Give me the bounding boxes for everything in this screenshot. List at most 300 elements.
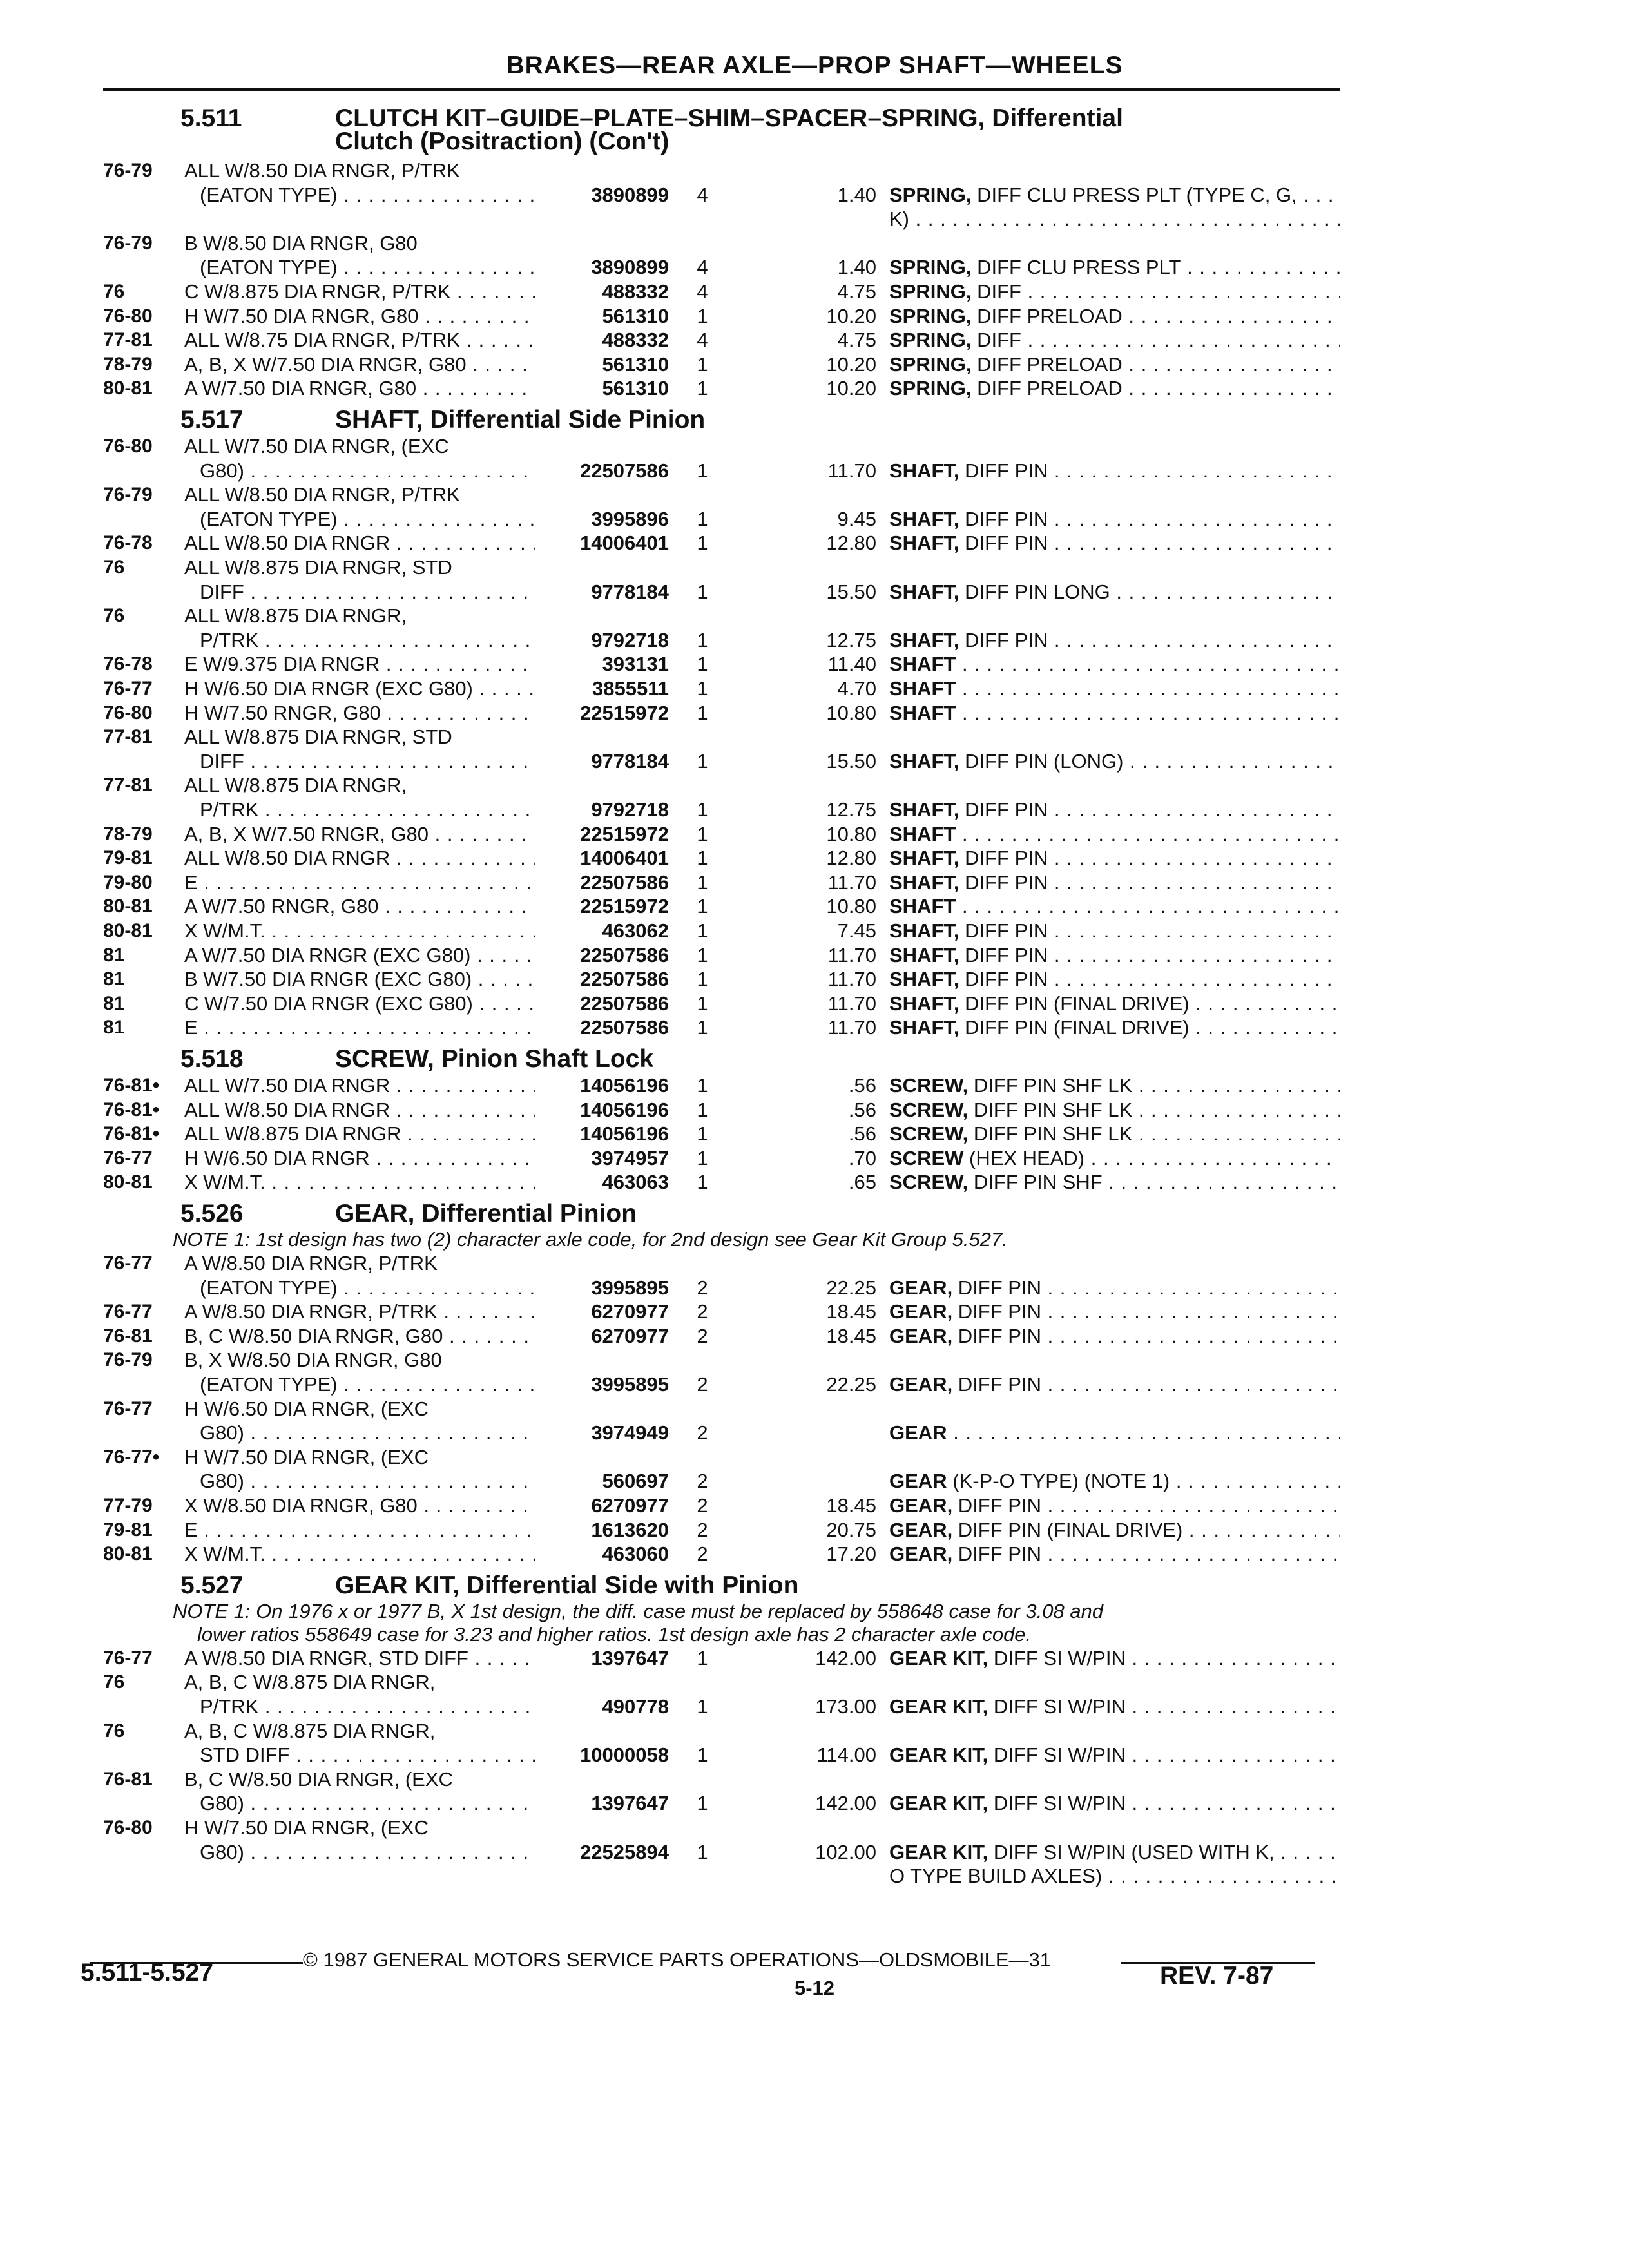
application: C W/8.875 DIA RNGR, P/TRK . . .	[184, 280, 635, 304]
price: 11.40	[827, 653, 876, 675]
parts-row	[103, 749, 1340, 774]
model-years: 76-77	[103, 1301, 153, 1322]
part-name: SCREW	[889, 1147, 964, 1169]
price: 11.70	[827, 992, 876, 1015]
part-name: SHAFT	[889, 823, 956, 845]
application: X W/M.T. . . .	[184, 1170, 635, 1195]
part-name: GEAR	[889, 1470, 947, 1492]
model-years: 76-78	[103, 653, 153, 675]
price: .56	[848, 1122, 876, 1145]
part-detail: DIFF PIN	[959, 944, 1048, 966]
application: H W/6.50 DIA RNGR (EXC G80) . . .	[184, 677, 635, 701]
part-number: 463060	[535, 1542, 669, 1566]
part-number: 9792718	[535, 798, 669, 822]
price: 18.45	[826, 1325, 876, 1347]
model-years: 81	[103, 945, 125, 966]
footer-revision: REV. 7-87	[1160, 1962, 1274, 1990]
quantity: 1	[697, 581, 708, 603]
part-number: 22515972	[535, 894, 669, 919]
part-detail: DIFF PIN	[952, 1325, 1041, 1347]
price: 20.75	[826, 1519, 876, 1541]
parts-row	[103, 255, 1340, 280]
part-description	[889, 1494, 1340, 1518]
application: B, X W/8.50 DIA RNGR, G80	[184, 1349, 442, 1371]
parts-row	[103, 555, 1340, 580]
model-years: 78-79	[103, 354, 153, 375]
part-number: 6270977	[535, 1324, 669, 1349]
part-description	[889, 846, 1340, 870]
part-description	[889, 1518, 1340, 1542]
part-description	[889, 352, 1340, 377]
part-name: GEAR KIT,	[889, 1647, 988, 1669]
part-detail: O TYPE BUILD AXLES)	[889, 1865, 1103, 1887]
section-subtitle: Clutch (Positraction) (Con't)	[335, 128, 670, 155]
part-number: 14006401	[535, 531, 669, 555]
price: 102.00	[815, 1841, 876, 1863]
price: .56	[848, 1099, 876, 1121]
application: STD DIFF . . .	[200, 1743, 635, 1767]
parts-row	[103, 1397, 1340, 1421]
quantity: 4	[697, 280, 708, 303]
parts-row	[103, 1719, 1340, 1744]
parts-row	[103, 701, 1340, 726]
part-number: 561310	[535, 352, 669, 377]
part-description	[889, 1122, 1340, 1146]
part-name: SHAFT	[889, 653, 956, 675]
part-number: 490778	[535, 1695, 669, 1719]
application: H W/6.50 DIA RNGR, (EXC	[184, 1398, 429, 1420]
parts-row	[103, 459, 1340, 483]
part-detail: DIFF PIN	[959, 871, 1048, 894]
part-detail: DIFF	[971, 280, 1021, 303]
part-number: 1397647	[535, 1791, 669, 1816]
section-number: 5.526	[180, 1200, 244, 1227]
part-number: 3995895	[535, 1372, 669, 1397]
price: 173.00	[815, 1695, 876, 1718]
part-name: GEAR KIT,	[889, 1744, 988, 1766]
section-title: SCREW,	[335, 1045, 434, 1073]
application: ALL W/8.875 DIA RNGR, STD	[184, 556, 452, 579]
price: 22.25	[826, 1373, 876, 1396]
part-description	[889, 1791, 1340, 1816]
quantity: 4	[697, 329, 708, 351]
application: (EATON TYPE) . . .	[200, 183, 635, 207]
part-detail: DIFF CLU PRESS PLT	[971, 256, 1181, 278]
section-title: GEAR KIT,	[335, 1571, 459, 1599]
section-note: NOTE 1: 1st design has two (2) character axle code, for 2nd design see Gear Kit Group 5.527.	[173, 1228, 1008, 1251]
parts-row	[103, 183, 1340, 207]
part-description	[889, 798, 1340, 822]
quantity: 1	[697, 1171, 708, 1193]
section-number: 5.511	[180, 104, 242, 132]
model-years: 80-81	[103, 1543, 153, 1564]
model-years: 79-80	[103, 872, 153, 893]
quantity: 1	[697, 459, 708, 482]
section-title-rest: Pinion Shaft Lock	[434, 1045, 654, 1073]
part-detail: (HEX HEAD)	[963, 1147, 1085, 1169]
part-name: SHAFT,	[889, 532, 959, 554]
page-header-title: BRAKES—REAR AXLE—PROP SHAFT—WHEELS	[506, 52, 1123, 79]
application: G80) . . .	[200, 459, 635, 483]
price: 15.50	[826, 581, 876, 603]
part-description	[889, 749, 1340, 774]
quantity: 2	[697, 1542, 708, 1565]
section-title-rest: Differential Side Pinion	[423, 406, 706, 434]
part-detail: DIFF PIN (LONG)	[959, 750, 1124, 773]
quantity: 4	[697, 256, 708, 278]
part-description	[889, 459, 1340, 483]
model-years: 77-81	[103, 329, 153, 351]
part-description	[889, 1695, 1340, 1719]
part-description	[889, 1146, 1340, 1171]
price: .65	[848, 1171, 876, 1193]
part-number: 463062	[535, 919, 669, 943]
price: .70	[848, 1147, 876, 1169]
price: 10.20	[826, 305, 876, 327]
application: ALL W/8.50 DIA RNGR . . .	[184, 846, 635, 870]
parts-row	[103, 943, 1340, 968]
application: ALL W/7.50 DIA RNGR . . .	[184, 1073, 635, 1098]
model-years: 76-77	[103, 678, 153, 699]
quantity: 1	[697, 305, 708, 327]
part-detail: DIFF PIN	[959, 459, 1048, 482]
quantity: 1	[697, 919, 708, 942]
parts-row	[103, 1122, 1340, 1146]
part-description	[889, 943, 1340, 968]
application: A, B, C W/8.875 DIA RNGR,	[184, 1671, 436, 1693]
model-years: 76	[103, 557, 125, 578]
part-description	[889, 992, 1340, 1016]
part-detail: DIFF SI W/PIN	[988, 1792, 1126, 1814]
part-description	[889, 701, 1340, 726]
part-name: SHAFT,	[889, 798, 959, 821]
part-detail: DIFF PIN	[959, 919, 1048, 942]
part-description	[889, 894, 1340, 919]
model-years: 76-81•	[103, 1099, 160, 1120]
footer-copyright: © 1987 GENERAL MOTORS SERVICE PARTS OPERATIONS—OLDSMOBILE—31	[303, 1948, 1052, 1971]
application: (EATON TYPE) . . .	[200, 1276, 635, 1300]
section-title-rest: Differential Pinion	[414, 1200, 637, 1227]
part-name: SHAFT,	[889, 508, 959, 530]
parts-row	[103, 207, 1340, 231]
part-name: GEAR,	[889, 1494, 953, 1517]
section-heading	[180, 1200, 637, 1228]
part-name: SPRING,	[889, 329, 972, 351]
part-name: SHAFT,	[889, 871, 959, 894]
quantity: 1	[697, 992, 708, 1015]
part-name: SCREW,	[889, 1122, 969, 1145]
quantity: 1	[697, 750, 708, 773]
model-years: 76	[103, 605, 125, 626]
application: ALL W/8.50 DIA RNGR, P/TRK	[184, 483, 460, 506]
model-years: 77-81	[103, 726, 153, 747]
part-description	[889, 1276, 1340, 1300]
quantity: 1	[697, 1099, 708, 1121]
application: ALL W/8.875 DIA RNGR . . .	[184, 1122, 635, 1146]
application: A, B, X W/7.50 RNGR, G80 . . .	[184, 822, 635, 847]
part-number: 561310	[535, 376, 669, 401]
parts-row	[103, 1791, 1340, 1816]
part-description	[889, 677, 1340, 701]
part-detail: DIFF PIN (FINAL DRIVE)	[959, 1016, 1190, 1039]
price: 12.80	[826, 532, 876, 554]
model-years: 76-79	[103, 484, 153, 505]
quantity: 1	[697, 871, 708, 894]
part-description	[889, 652, 1340, 677]
application: B, C W/8.50 DIA RNGR, G80 . . .	[184, 1324, 635, 1349]
application: X W/M.T. . . .	[184, 919, 635, 943]
part-description	[889, 255, 1340, 280]
part-description	[889, 1743, 1340, 1767]
part-detail: DIFF PIN SHF LK	[968, 1074, 1133, 1097]
part-number: 3995896	[535, 507, 669, 532]
price: 11.70	[827, 968, 876, 990]
quantity: 1	[697, 847, 708, 869]
part-number: 463063	[535, 1170, 669, 1195]
model-years: 81	[103, 993, 125, 1014]
price: 18.45	[826, 1494, 876, 1517]
part-detail: DIFF PIN SHF LK	[968, 1099, 1133, 1121]
footer-group-range: 5.511-5.527	[81, 1959, 214, 1986]
section-title: CLUTCH	[335, 104, 439, 132]
application: G80) . . .	[200, 1791, 635, 1816]
part-number: 3974949	[535, 1421, 669, 1445]
price: 142.00	[815, 1792, 876, 1814]
part-number: 14056196	[535, 1098, 669, 1122]
part-description	[889, 1170, 1340, 1195]
part-name: GEAR,	[889, 1542, 953, 1565]
application: DIFF . . .	[200, 580, 635, 604]
part-number: 14056196	[535, 1073, 669, 1098]
section-heading	[180, 406, 705, 434]
price: 18.45	[826, 1300, 876, 1323]
part-number: 14006401	[535, 846, 669, 870]
parts-row	[103, 159, 1340, 183]
part-description	[889, 822, 1340, 847]
part-detail: DIFF SI W/PIN	[988, 1744, 1126, 1766]
part-number: 22515972	[535, 701, 669, 726]
quantity: 2	[697, 1300, 708, 1323]
part-description	[889, 967, 1340, 992]
part-name: SCREW,	[889, 1074, 969, 1097]
quantity: 2	[697, 1325, 708, 1347]
part-name: SHAFT,	[889, 459, 959, 482]
part-detail: DIFF PIN LONG	[959, 581, 1110, 603]
quantity: 2	[697, 1276, 708, 1299]
parts-row	[103, 1469, 1340, 1494]
application: G80) . . .	[200, 1469, 635, 1494]
part-name: GEAR KIT,	[889, 1841, 988, 1863]
parts-row	[103, 1695, 1340, 1719]
model-years: 81	[103, 968, 125, 990]
price: 9.45	[837, 508, 876, 530]
part-name: SHAFT	[889, 895, 956, 918]
part-description	[889, 1015, 1340, 1040]
application: DIFF . . .	[200, 749, 635, 774]
part-detail: DIFF PIN	[959, 532, 1048, 554]
quantity: 1	[697, 1074, 708, 1097]
part-detail: DIFF	[971, 329, 1021, 351]
part-number: 22507586	[535, 1015, 669, 1040]
application: A W/7.50 DIA RNGR, G80 . . .	[184, 376, 635, 401]
application: C W/7.50 DIA RNGR (EXC G80) . . .	[184, 992, 635, 1016]
part-description	[889, 1469, 1340, 1494]
parts-row	[103, 1864, 1340, 1888]
part-description	[889, 280, 1340, 304]
model-years: 76-77	[103, 1398, 153, 1419]
part-description	[889, 531, 1340, 555]
quantity: 1	[697, 508, 708, 530]
application: H W/7.50 DIA RNGR, (EXC	[184, 1446, 429, 1468]
section-number: 5.527	[180, 1571, 244, 1599]
application: A, B, X W/7.50 DIA RNGR, G80 . . .	[184, 352, 635, 377]
part-description	[889, 1073, 1340, 1098]
part-name: GEAR KIT,	[889, 1792, 988, 1814]
quantity: 4	[697, 184, 708, 206]
parts-row	[103, 507, 1340, 532]
application: B W/8.50 DIA RNGR, G80	[184, 232, 418, 255]
quantity: 1	[697, 353, 708, 376]
parts-row	[103, 919, 1340, 943]
price: 4.70	[837, 677, 876, 700]
model-years: 76-80	[103, 305, 153, 327]
part-detail: DIFF SI W/PIN	[988, 1647, 1126, 1669]
section-title-rest: KIT–GUIDE–PLATE–SHIM–SPACER–SPRING, Differential	[438, 104, 1123, 132]
part-detail: DIFF PIN SHF	[968, 1171, 1103, 1193]
application: A W/7.50 RNGR, G80 . . .	[184, 894, 635, 919]
parts-row	[103, 483, 1340, 507]
part-detail: DIFF PIN	[959, 508, 1048, 530]
part-description	[889, 870, 1340, 895]
part-number: 561310	[535, 304, 669, 329]
application: A W/8.50 DIA RNGR, P/TRK	[184, 1252, 438, 1274]
application: A W/8.50 DIA RNGR, P/TRK . . .	[184, 1300, 635, 1324]
application: H W/7.50 DIA RNGR, G80 . . .	[184, 304, 635, 329]
parts-row	[103, 1300, 1340, 1324]
parts-row	[103, 725, 1340, 749]
parts-row	[103, 1494, 1340, 1518]
parts-row	[103, 604, 1340, 628]
part-name: SPRING,	[889, 353, 972, 376]
parts-row	[103, 1840, 1340, 1865]
part-detail: DIFF PIN (FINAL DRIVE)	[952, 1519, 1183, 1541]
model-years: 77-81	[103, 774, 153, 796]
application: P/TRK . . .	[200, 798, 635, 822]
part-detail: DIFF PIN	[952, 1494, 1041, 1517]
part-name: GEAR	[889, 1421, 947, 1444]
application: ALL W/8.875 DIA RNGR, STD	[184, 726, 452, 748]
part-name: GEAR,	[889, 1373, 953, 1396]
application: A W/8.50 DIA RNGR, STD DIFF . . .	[184, 1646, 635, 1671]
application: X W/M.T. . . .	[184, 1542, 635, 1566]
parts-row	[103, 1542, 1340, 1566]
part-number: 14056196	[535, 1122, 669, 1146]
application: A, B, C W/8.875 DIA RNGR,	[184, 1720, 436, 1742]
application: H W/7.50 RNGR, G80 . . .	[184, 701, 635, 726]
model-years: 79-81	[103, 1519, 153, 1541]
quantity: 1	[697, 1695, 708, 1718]
part-detail: DIFF PRELOAD	[971, 353, 1123, 376]
parts-row	[103, 628, 1340, 653]
price: 1.40	[837, 256, 876, 278]
parts-row	[103, 1348, 1340, 1372]
section-title: GEAR,	[335, 1200, 415, 1227]
model-years: 76-81•	[103, 1123, 160, 1144]
price: 10.20	[826, 353, 876, 376]
section-number: 5.517	[180, 406, 244, 434]
application: E W/9.375 DIA RNGR . . .	[184, 652, 635, 677]
parts-row	[103, 352, 1340, 377]
parts-row	[103, 1445, 1340, 1470]
model-years: 76-80	[103, 1817, 153, 1838]
part-description	[889, 1098, 1340, 1122]
model-years: 80-81	[103, 896, 153, 917]
part-name: GEAR KIT,	[889, 1695, 988, 1718]
part-detail: (K-P-O TYPE) (NOTE 1)	[947, 1470, 1170, 1492]
application: P/TRK . . .	[200, 1695, 635, 1719]
part-description	[889, 183, 1340, 207]
part-number: 22507586	[535, 992, 669, 1016]
application: A W/7.50 DIA RNGR (EXC G80) . . .	[184, 943, 635, 968]
price: 1.40	[837, 184, 876, 206]
parts-row	[103, 773, 1340, 798]
model-years: 81	[103, 1017, 125, 1038]
price: 4.75	[837, 280, 876, 303]
model-years: 76-77•	[103, 1446, 160, 1468]
part-name: SHAFT,	[889, 944, 959, 966]
model-years: 76	[103, 281, 125, 302]
model-years: 76	[103, 1720, 125, 1742]
model-years: 76	[103, 1671, 125, 1693]
application: B W/7.50 DIA RNGR (EXC G80) . . .	[184, 967, 635, 992]
part-number: 22515972	[535, 822, 669, 847]
section-title: SHAFT,	[335, 406, 423, 434]
part-name: SHAFT,	[889, 919, 959, 942]
part-name: SHAFT,	[889, 750, 959, 773]
quantity: 1	[697, 532, 708, 554]
part-name: SPRING,	[889, 184, 972, 206]
application: (EATON TYPE) . . .	[200, 1372, 635, 1397]
quantity: 1	[697, 968, 708, 990]
model-years: 76-77	[103, 1253, 153, 1274]
part-detail: DIFF PIN	[952, 1276, 1041, 1299]
part-number: 1613620	[535, 1518, 669, 1542]
parts-row	[103, 1276, 1340, 1300]
parts-row	[103, 846, 1340, 870]
part-description	[889, 207, 1340, 231]
part-detail: DIFF SI W/PIN (USED WITH K,	[988, 1841, 1275, 1863]
model-years: 76-81•	[103, 1075, 160, 1096]
quantity: 2	[697, 1421, 708, 1444]
part-detail: K)	[889, 207, 909, 230]
part-description	[889, 507, 1340, 532]
price: 10.80	[826, 895, 876, 918]
quantity: 1	[697, 677, 708, 700]
parts-row	[103, 580, 1340, 604]
application: ALL W/8.875 DIA RNGR,	[184, 774, 407, 796]
parts-row	[103, 992, 1340, 1016]
parts-row	[103, 1073, 1340, 1098]
application: E . . .	[184, 1518, 635, 1542]
model-years: 80-81	[103, 1171, 153, 1193]
parts-row	[103, 1767, 1340, 1792]
price: 11.70	[827, 459, 876, 482]
quantity: 1	[697, 1016, 708, 1039]
price: 11.70	[827, 944, 876, 966]
quantity: 1	[697, 823, 708, 845]
quantity: 1	[697, 1792, 708, 1814]
part-detail: DIFF PIN	[959, 847, 1048, 869]
